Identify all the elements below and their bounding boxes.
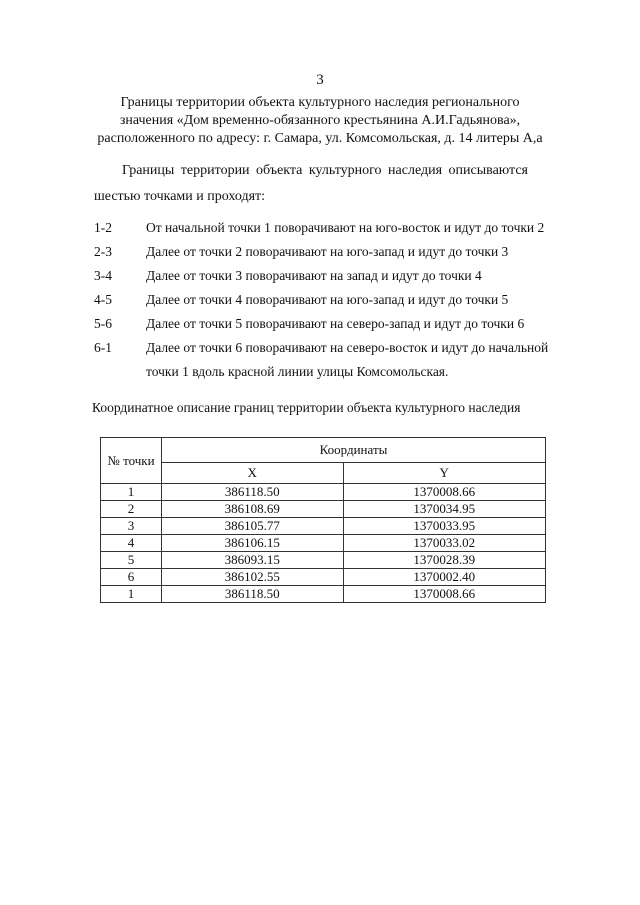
step-text: Далее от точки 5 поворачивают на северо-запад и идут до точки 6 [146, 316, 525, 331]
step-text: От начальной точки 1 поворачивают на юго-восток и идут до точки 2 [146, 220, 545, 235]
boundary-step [94, 288, 574, 312]
header-point-number: № точки [101, 438, 162, 484]
cell-point-number: 3 [101, 518, 162, 535]
step-code: 3-4 [94, 268, 112, 283]
cell-x: 386106.15 [162, 535, 344, 552]
table-caption: Координатное описание границ территории объекта культурного наследия [92, 400, 521, 415]
table-row [101, 535, 546, 552]
cell-y: 1370008.66 [343, 586, 546, 603]
cell-x: 386118.50 [162, 484, 344, 501]
cell-point-number: 6 [101, 569, 162, 586]
step-text: Далее от точки 2 поворачивают на юго-запад и идут до точки 3 [146, 244, 509, 259]
table-row [101, 569, 546, 586]
boundary-step [94, 216, 574, 240]
title-line-1: Границы территории объекта культурного наследия регионального [120, 95, 520, 110]
step-code: 5-6 [94, 316, 112, 331]
boundary-steps [94, 216, 574, 384]
boundary-step [94, 264, 574, 288]
table-row [101, 552, 546, 569]
table-row [101, 501, 546, 518]
cell-y: 1370033.02 [343, 535, 546, 552]
cell-x: 386102.55 [162, 569, 344, 586]
step-code: 6-1 [94, 340, 112, 355]
step-text: Далее от точки 6 поворачивают на северо-восток и идут до начальной точки 1 вдоль красной линии улицы Комсомольская. [146, 340, 549, 379]
step-code: 4-5 [94, 292, 112, 307]
page-number: 3 [316, 72, 324, 88]
table-row [101, 484, 546, 501]
header-y: Y [343, 463, 546, 484]
header-coordinates: Координаты [162, 438, 546, 463]
cell-y: 1370033.95 [343, 518, 546, 535]
boundary-step [94, 336, 574, 384]
cell-x: 386093.15 [162, 552, 344, 569]
boundary-step [94, 240, 574, 264]
cell-y: 1370008.66 [343, 484, 546, 501]
document-title [60, 94, 580, 148]
header-x: X [162, 463, 344, 484]
step-text: Далее от точки 3 поворачивают на запад и идут до точки 4 [146, 268, 482, 283]
table-row [101, 586, 546, 603]
step-code: 2-3 [94, 244, 112, 259]
title-line-3: расположенного по адресу: г. Самара, ул. Комсомольская, д. 14 литеры А,а [97, 131, 543, 146]
cell-point-number: 5 [101, 552, 162, 569]
cell-x: 386105.77 [162, 518, 344, 535]
boundary-step [94, 312, 574, 336]
intro-paragraph [94, 158, 574, 210]
cell-y: 1370002.40 [343, 569, 546, 586]
step-text: Далее от точки 4 поворачивают на юго-запад и идут до точки 5 [146, 292, 509, 307]
cell-y: 1370028.39 [343, 552, 546, 569]
coordinates-table [100, 437, 546, 603]
intro-line-2: шестью точками и проходят: [94, 189, 266, 204]
cell-x: 386108.69 [162, 501, 344, 518]
cell-x: 386118.50 [162, 586, 344, 603]
step-code: 1-2 [94, 220, 112, 235]
cell-point-number: 1 [101, 586, 162, 603]
intro-line-1: Границы территории объекта культурного наследия описываются [122, 163, 528, 178]
cell-y: 1370034.95 [343, 501, 546, 518]
cell-point-number: 1 [101, 484, 162, 501]
cell-point-number: 4 [101, 535, 162, 552]
table-row [101, 518, 546, 535]
cell-point-number: 2 [101, 501, 162, 518]
title-line-2: значения «Дом временно-обязанного крестьянина А.И.Гадьянова», [119, 113, 521, 128]
